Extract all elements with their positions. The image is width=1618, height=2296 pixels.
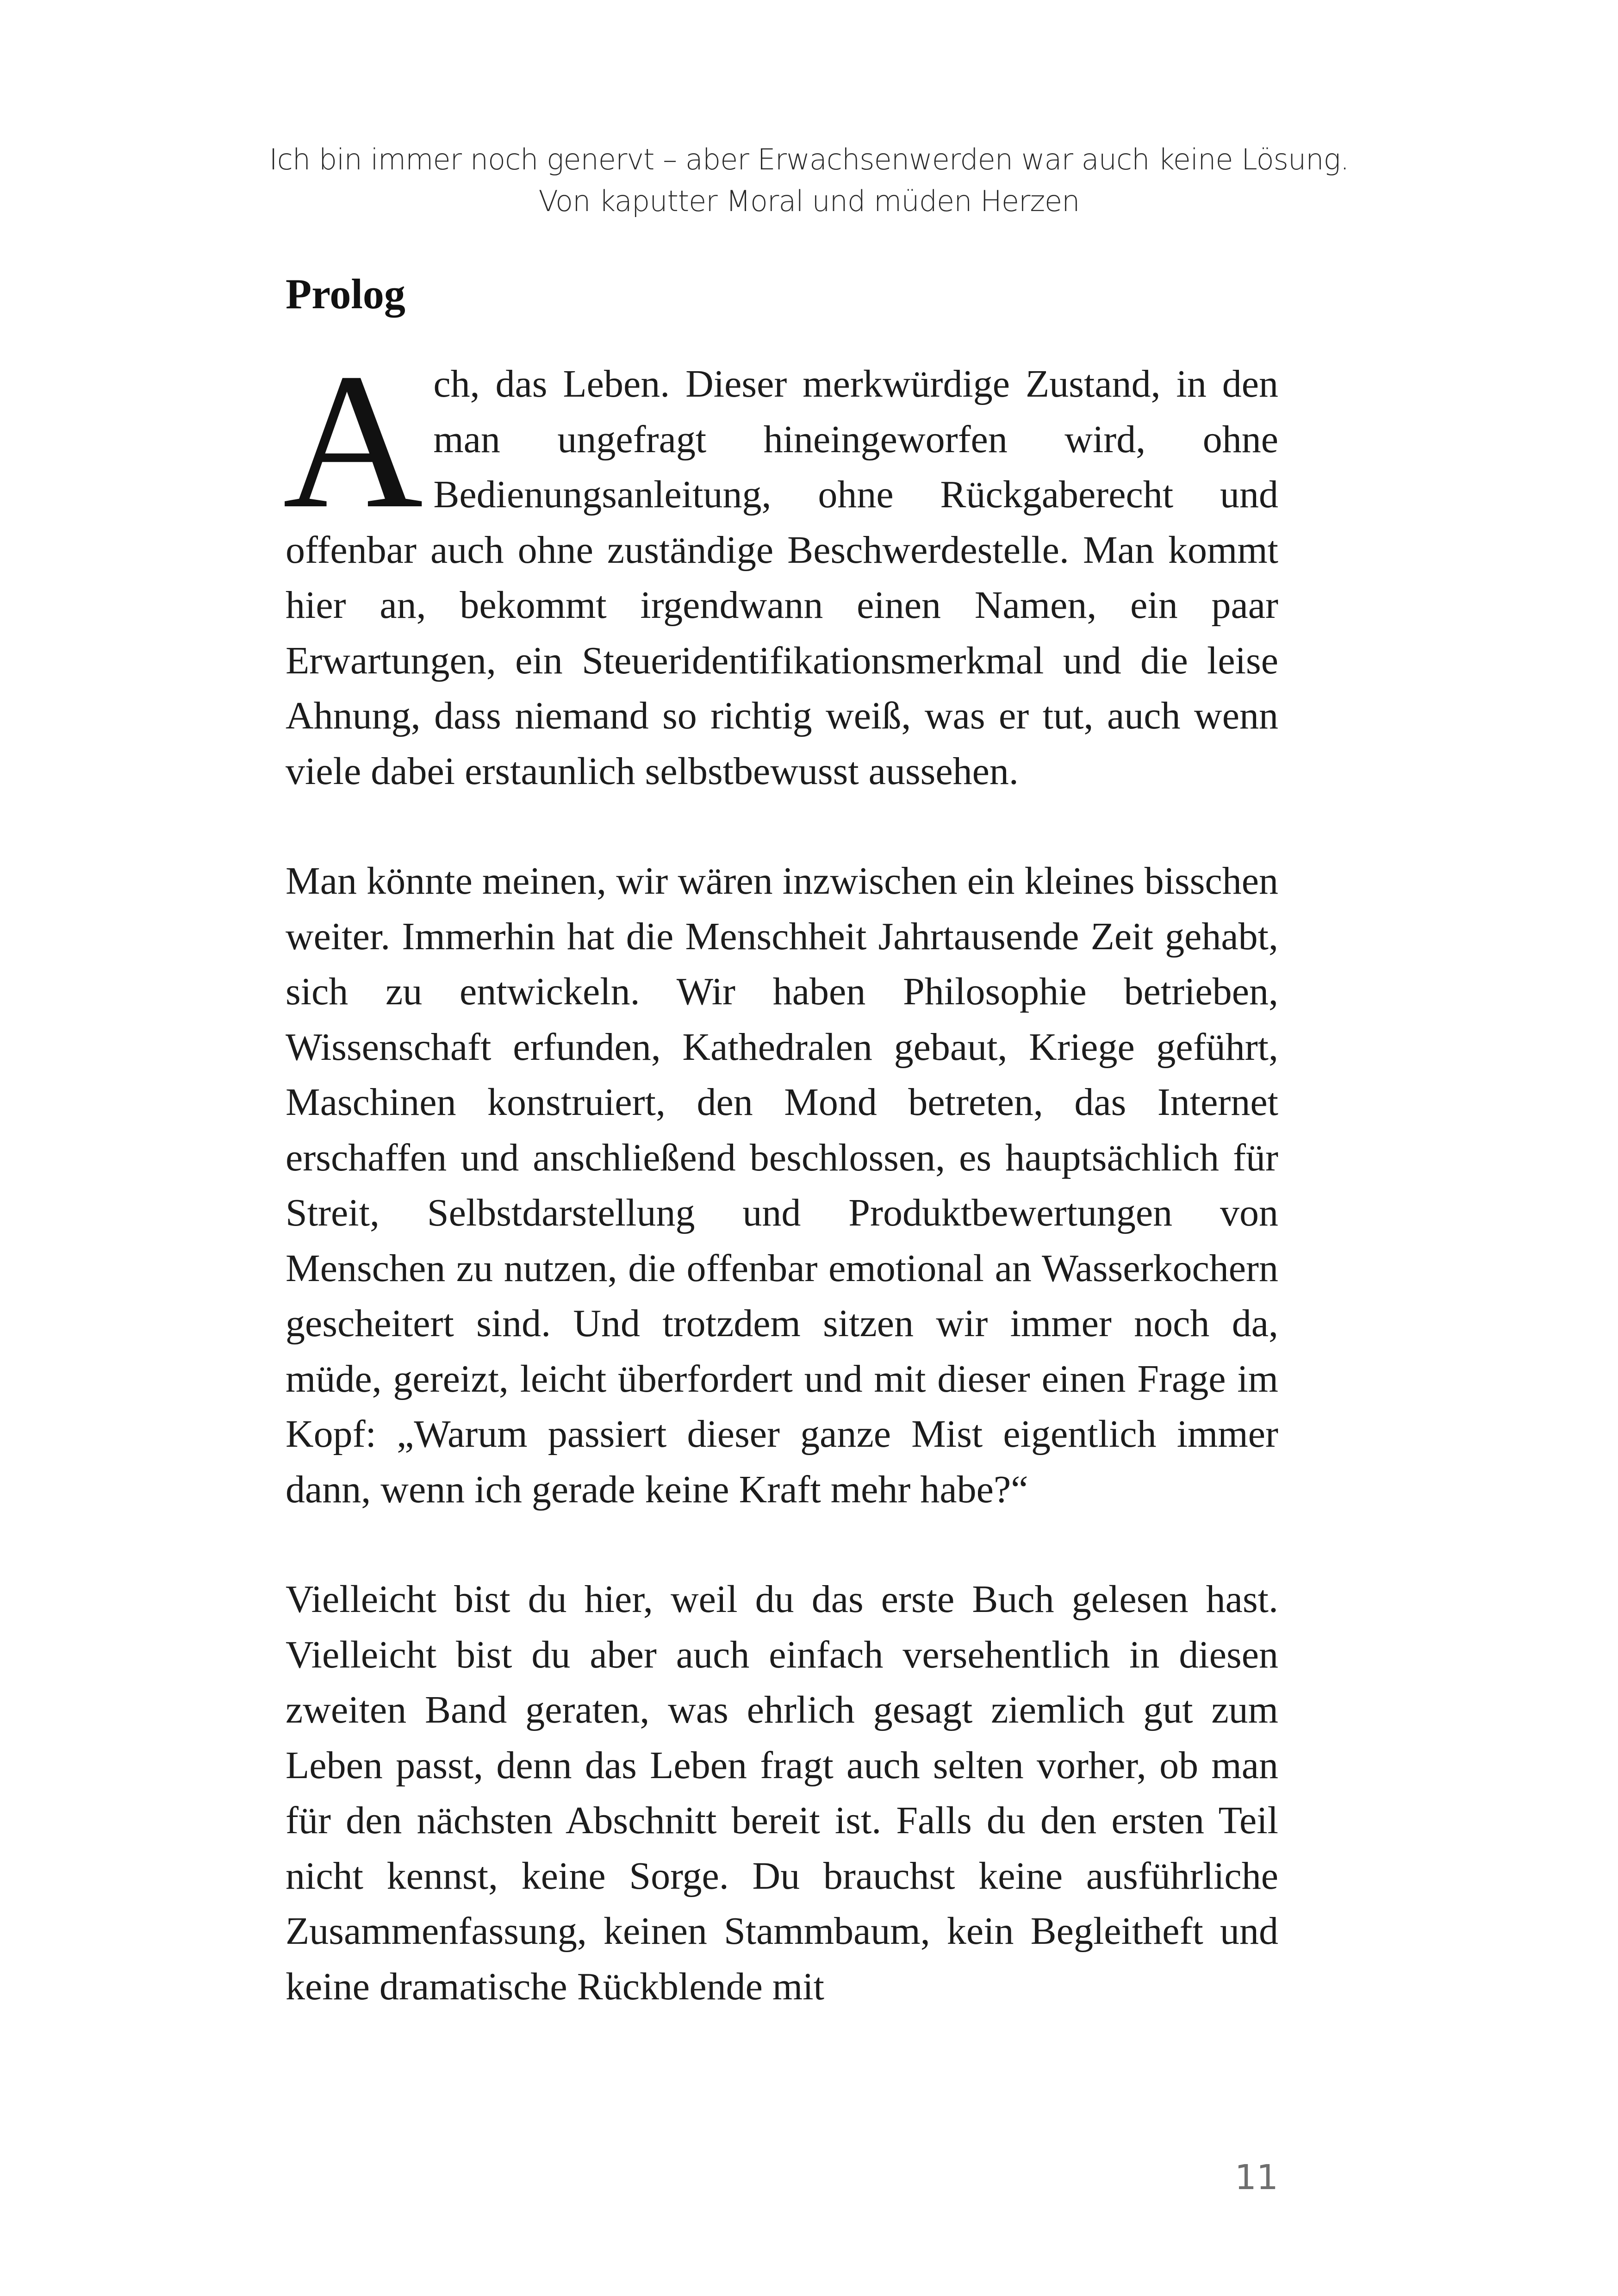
body-text (283, 333, 1278, 2069)
paragraph-1 (283, 333, 1278, 799)
paragraph-3: Vielleicht bist du hier, weil du das erste Buch gelesen hast. Vielleicht bist du aber auch einfach versehentlich in diesen zweiten Band geraten, was ehrlich gesagt ziemlich gut zum Leben passt, denn das Leben fragt auch selten vorher, ob man für den nächsten Abschnitt bereit ist. Falls du den ersten Teil nicht kennst, keine Sorge. Du brauchst keine ausführliche Zusammenfassung, keinen Stammbaum, kein Begleitheft und keine dramatische Rückblende mit (286, 1578, 1278, 2008)
page-number: 11 (1234, 2158, 1278, 2197)
paragraph-1-text: ch, das Leben. Dieser merkwürdige Zustand, in den man ungefragt hineingeworfen wird, ohne Bedienungsanleitung, ohne Rückgaberecht und offenbar auch ohne zuständige Beschwerdestelle. Man kommt hier an, bekommt irgendwann einen Namen, ein paar Erwartungen, ein Steueridentifikationsmerkmal und die leise Ahnung, dass niemand so richtig weiß, was er tut, auch wenn viele dabei erstaunlich selbstbewusst aussehen. (286, 362, 1278, 793)
chapter-title: Prolog (286, 270, 405, 317)
header-book-title: Ich bin immer noch genervt – aber Erwachsenwerden war auch keine Lösung. (269, 143, 1349, 176)
drop-cap: A (283, 333, 423, 548)
header-book-subtitle: Von kaputter Moral und müden Herzen (538, 184, 1080, 218)
paragraph-2: Man könnte meinen, wir wären inzwischen ein kleines bisschen weiter. Immerhin hat die Menschheit Jahrtausende Zeit gehabt, sich zu entwickeln. Wir haben Philosophie betrieben, Wissenschaft erfunden, Kathedralen gebaut, Kriege geführt, Maschinen konstruiert, den Mond betreten, das Internet erschaffen und anschließend beschlossen, es hauptsächlich für Streit, Selbstdarstellung und Produktbewertungen von Menschen zu nutzen, die offenbar emotional an Wasserkochern gescheitert sind. Und trotzdem sitzen wir immer noch da, müde, gereizt, leicht überfordert und mit dieser einen Frage im Kopf: „Warum passiert dieser ganze Mist eigentlich immer dann, wenn ich gerade keine Kraft mehr habe?“ (286, 859, 1278, 1511)
running-header (0, 139, 1618, 222)
